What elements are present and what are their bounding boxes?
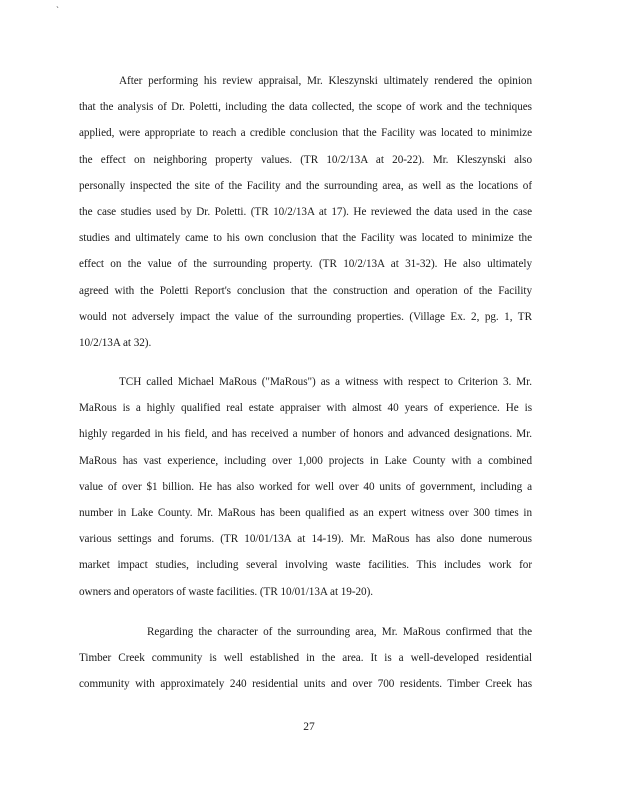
text-line: effect on the value of the surrounding property. (TR 10/2/13A at 31-32). He also ultimately [79,258,532,271]
text-line: After performing his review appraisal, Mr. Kleszynski ultimately rendered the opinion [119,75,532,87]
text-line: value of over $1 billion. He has also worked for well over 40 units of government, including a [79,480,532,493]
text-line: community with approximately 240 residential units and over 700 residents. Timber Creek has [79,678,532,691]
text-line: personally inspected the site of the Facility and the surrounding area, as well as the locations of [79,179,532,192]
text-line: MaRous is a highly qualified real estate appraiser with almost 40 years of experience. He is [79,402,532,415]
text-line: number in Lake County. Mr. MaRous has been qualified as an expert witness over 300 times in [79,506,532,519]
text-line: studies and ultimately came to his own conclusion that the Facility was located to minimize the [79,232,532,245]
text-line: MaRous has vast experience, including over 1,000 projects in Lake County with a combined [79,454,532,467]
text-line: would not adversely impact the value of the surrounding properties. (Village Ex. 2, pg. 1, TR [79,310,532,323]
text-line: agreed with the Poletti Report's conclusion that the construction and operation of the Facility [79,284,532,297]
text-line: Regarding the character of the surrounding area, Mr. MaRous confirmed that the [147,626,532,638]
page-number: 27 [303,721,315,733]
paragraph-kleszynski-review [79,68,532,356]
text-line: various settings and forums. (TR 10/01/13A at 14-19). Mr. MaRous has also done numerous [79,533,532,546]
text-line: highly regarded in his field, and has received a number of honors and advanced designations. Mr. [79,428,532,441]
text-line: TCH called Michael MaRous ("MaRous") as a witness with respect to Criterion 3. Mr. [119,376,532,388]
text-line: Timber Creek community is well established in the area. It is a well-developed residential [79,652,532,665]
text-line: owners and operators of waste facilities. (TR 10/01/13A at 19-20). [79,585,374,598]
corner-mark: ` [56,5,59,15]
text-line: that the analysis of Dr. Poletti, including the data collected, the scope of work and the techniques [79,101,532,114]
text-line: applied, were appropriate to reach a credible conclusion that the Facility was located to minimize [79,127,532,140]
paragraph-surrounding-area [79,619,532,698]
text-line: the case studies used by Dr. Poletti. (TR 10/2/13A at 17). He reviewed the data used in the case [79,205,532,218]
text-line: 10/2/13A at 32). [79,336,152,349]
text-line: the effect on neighboring property values. (TR 10/2/13A at 20-22). Mr. Kleszynski also [79,153,532,166]
paragraph-marous-witness [79,369,532,605]
text-line: market impact studies, including several involving waste facilities. This includes work for [79,559,532,572]
